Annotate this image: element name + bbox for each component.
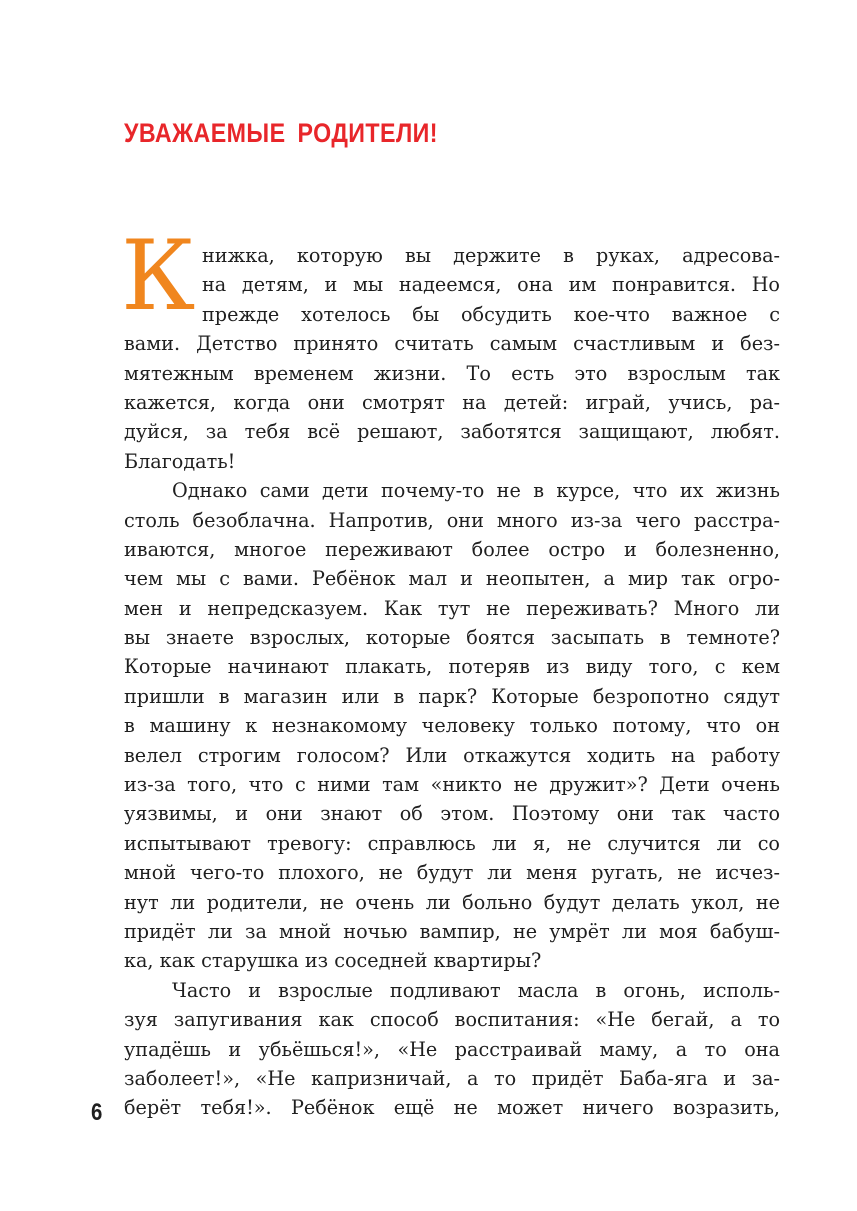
text-line: чем мы с вами. Ребёнок мал и неопытен, а мир так огро- xyxy=(124,567,780,591)
page-number: 6 xyxy=(91,1099,103,1126)
text-line: Часто и взрослые подливают масла в огонь, исполь- xyxy=(172,978,780,1002)
drop-cap-letter: К xyxy=(121,220,196,332)
text-line: велел строгим голосом? Или откажутся ходить на работу xyxy=(124,743,780,767)
text-line: берёт тебя!». Ребёнок ещё не может ничего возразить, xyxy=(124,1096,780,1120)
text-line: нижка, которую вы держите в руках, адресова- xyxy=(202,244,780,267)
text-line: Благодать! xyxy=(124,449,236,473)
text-line: упадёшь и убьёшься!», «Не расстраивай маму, а то она xyxy=(124,1037,780,1061)
text-line: на детям, и мы надеемся, она им понравится. Но xyxy=(202,273,780,297)
text-line: столь безоблачна. Напротив, они много из-за чего расстра- xyxy=(124,508,780,532)
text-line: нут ли родители, не очень ли больно будут делать укол, не xyxy=(124,890,780,914)
text-line: мятежным временем жизни. То есть это взрослым так xyxy=(124,361,780,385)
text-line: вами. Детство принято считать самым счастливым и без- xyxy=(124,332,780,356)
text-line: заболеет!», «Не капризничай, а то придёт Баба-яга и за- xyxy=(124,1066,780,1090)
text-line: кажется, когда они смотрят на детей: играй, учись, ра- xyxy=(124,390,780,414)
body-text xyxy=(124,241,780,1123)
text-line: Которые начинают плакать, потеряв из виду того, с кем xyxy=(124,655,780,679)
text-line: ка, как старушка из соседней квартиры? xyxy=(124,949,542,973)
text-line: в машину к незнакомому человеку только потому, что он xyxy=(124,714,780,738)
text-line: уязвимы, и они знают об этом. Поэтому они так часто xyxy=(124,802,780,826)
text-line: испытывают тревогу: справлюсь ли я, не случится ли со xyxy=(124,831,780,855)
text-line: зуя запугивания как способ воспитания: «Не бегай, а то xyxy=(124,1008,780,1032)
text-line: вы знаете взрослых, которые боятся засыпать в темноте? xyxy=(124,626,780,650)
text-line: прежде хотелось бы обсудить кое-что важное с xyxy=(202,302,780,326)
text-line: пришли в магазин или в парк? Которые безропотно сядут xyxy=(124,684,780,708)
text-line: иваются, многое переживают более остро и болезненно, xyxy=(124,537,780,561)
text-line: дуйся, за тебя всё решают, заботятся защищают, любят. xyxy=(124,420,780,444)
text-line: из-за того, что с ними там «никто не дружит»? Дети очень xyxy=(124,773,780,797)
text-line: придёт ли за мной ночью вампир, не умрёт ли моя бабуш- xyxy=(124,919,780,943)
page-heading: УВАЖАЕМЫЕ РОДИТЕЛИ! xyxy=(124,118,438,148)
text-line: мен и непредсказуем. Как тут не переживать? Много ли xyxy=(124,596,780,620)
text-line: Однако сами дети почему-то не в курсе, что их жизнь xyxy=(172,479,780,503)
text-line: мной чего-то плохого, не будут ли меня ругать, не исчез- xyxy=(124,861,780,885)
